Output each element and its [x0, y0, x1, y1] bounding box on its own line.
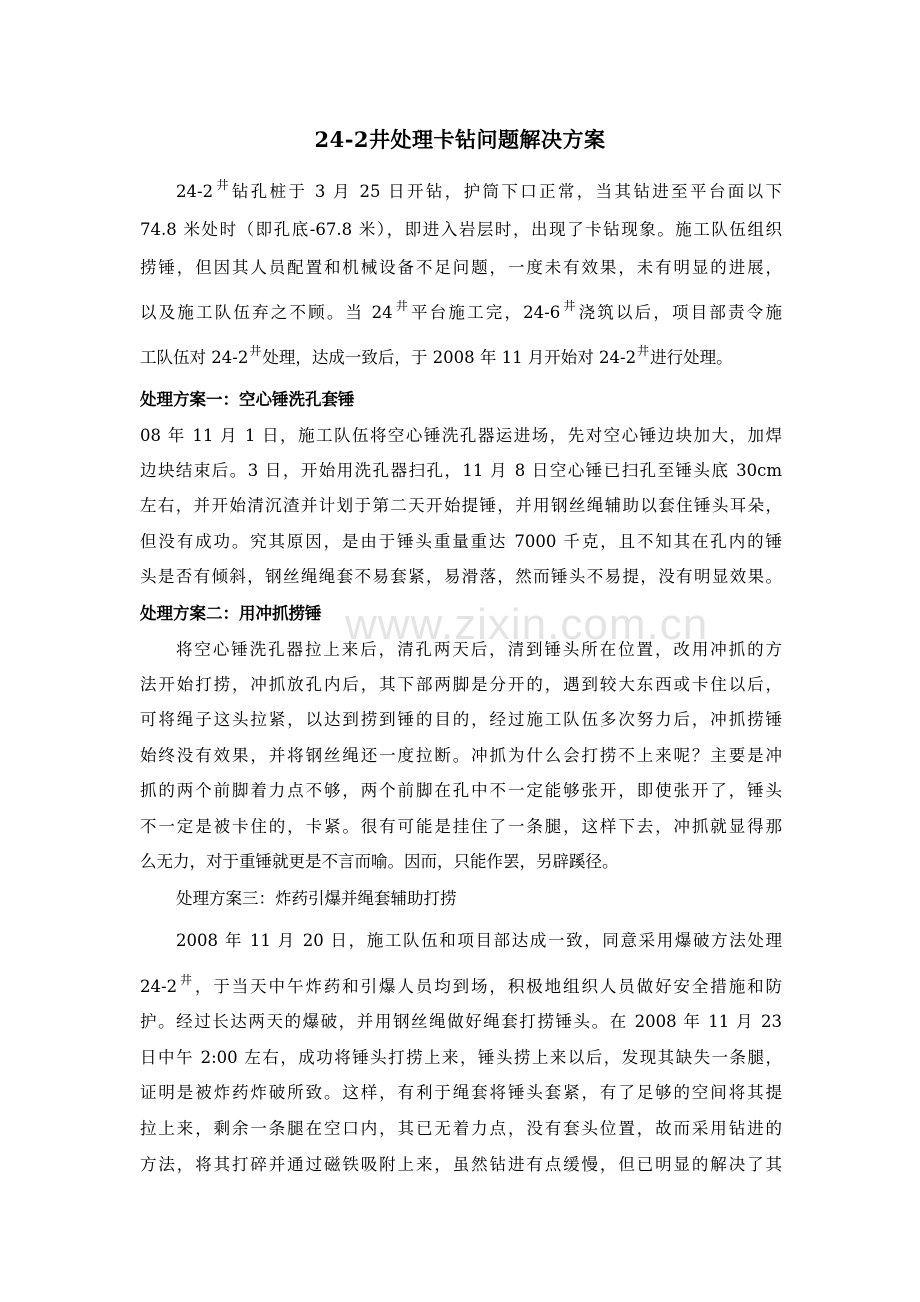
plan2-line: 不一定是被卡住的，卡紧。很有可能是挂住了一条腿，这样下去，冲抓就显得那 — [140, 817, 782, 836]
plan3-line: $24-2^井$，于当天中午炸药和引爆人员均到场，积极地组织人员做好安全措施和防 — [140, 973, 782, 996]
jing-mark: 井 — [393, 299, 411, 313]
plan3-line: 护。经过长达两天的爆破，并用钢丝绳做好绳套打捞锤头。在 2008 年 11 月 23 — [140, 1012, 782, 1031]
plan3-line: 2008 年 11 月 20 日，施工队伍和项目部达成一致，同意采用爆破方法处理 — [176, 931, 782, 950]
plan1-line: 边块结束后。3 日，开始用洗孔器扫孔，11 月 8 日空心锤已扫孔至锤头底 30cm — [140, 461, 782, 480]
plan2-line: 可将绳子这头拉紧，以达到捞到锤的目的，经过施工队伍多次努力后，冲抓捞锤 — [140, 710, 782, 729]
intro-line: 捞锤，但因其人员配置和机械设备不足问题，一度未有效果，未有明显的进展， — [140, 258, 782, 277]
plan1-line: 左右，并开始清沉渣并计划于第二天开始提锤，并用钢丝绳辅助以套住锤头耳朵， — [140, 496, 782, 515]
plan2-line: 始终没有效果，并将钢丝绳还一度拉断。冲抓为什么会打捞不上来呢？主要是冲 — [140, 746, 782, 765]
plan2-line: 抓的两个前脚着力点不够，两个前脚在孔中不一定能够张开，即使张开了，锤头 — [140, 781, 782, 800]
plan3-line: 证明是被炸药炸破所致。这样，有利于绳套将锤头套紧，有了足够的空间将其提 — [140, 1083, 782, 1102]
plan2-line: 么无力，对于重锤就更是不言而喻。因而，只能作罢，另辟蹊径。 — [140, 852, 619, 871]
jing-mark: 井 — [249, 344, 262, 358]
jing-mark: 井 — [561, 299, 578, 313]
jing-mark: 井 — [214, 178, 231, 192]
plan1-line: 头是否有倾斜，钢丝绳绳套不易套紧，易滑落，然而锤头不易提，没有明显效果。 — [140, 567, 782, 586]
intro-line: 以及施工队伍弃之不顾。当 $24^井$平台施工完，$24-6^井$浇筑以后，项目部责令施 — [140, 299, 782, 322]
plan3-heading: 处理方案三：炸药引爆并绳套辅助打捞 — [176, 889, 457, 908]
document-title: 24-2井处理卡钻问题解决方案 — [314, 127, 606, 152]
plan1-line: 但没有成功。究其原因，是由于锤头重量重达 7000 千克，且不知其在孔内的锤 — [140, 532, 782, 551]
plan3-line: 日中午 2:00 左右，成功将锤头打捞上来，锤头捞上来以后，发现其缺失一条腿， — [140, 1048, 782, 1067]
plan2-heading: 处理方案二：用冲抓捞锤 — [140, 604, 322, 623]
jing-mark: 井 — [637, 344, 650, 358]
intro-line: 74.8 米处时（即孔底-67.8 米），即进入岩层时，出现了卡钻现象。施工队伍组织 — [140, 220, 782, 239]
intro-line: $24-2^井$钻孔桩于 3 月 25 日开钻，护筒下口正常，当其钻进至平台面以下 — [176, 178, 782, 201]
plan3-line: 方法，将其打碎并通过磁铁吸附上来，虽然钻进有点缓慢，但已明显的解决了其 — [140, 1155, 782, 1174]
jing-mark: 井 — [178, 973, 194, 987]
watermark: www.zixin.com.cn — [345, 600, 709, 649]
plan1-heading: 处理方案一：空心锤洗孔套锤 — [140, 390, 355, 409]
intro-line: 工队伍对 $24-2^井$处理，达成一致后，于 2008 年 11 月开始对 $24-2^井$进行处理。 — [140, 344, 733, 367]
plan1-line: 08 年 11 月 1 日，施工队伍将空心锤洗孔器运进场，先对空心锤边块加大，加焊 — [140, 426, 782, 445]
plan3-line: 拉上来，剩余一条腿在空口内，其已无着力点，没有套头位置，故而采用钻进的 — [140, 1119, 782, 1138]
plan2-line: 法开始打捞，冲抓放孔内后，其下部两脚是分开的，遇到较大东西或卡住以后， — [140, 675, 782, 694]
plan2-line: 将空心锤洗孔器拉上来后，清孔两天后，清到锤头所在位置，改用冲抓的方 — [176, 640, 782, 659]
